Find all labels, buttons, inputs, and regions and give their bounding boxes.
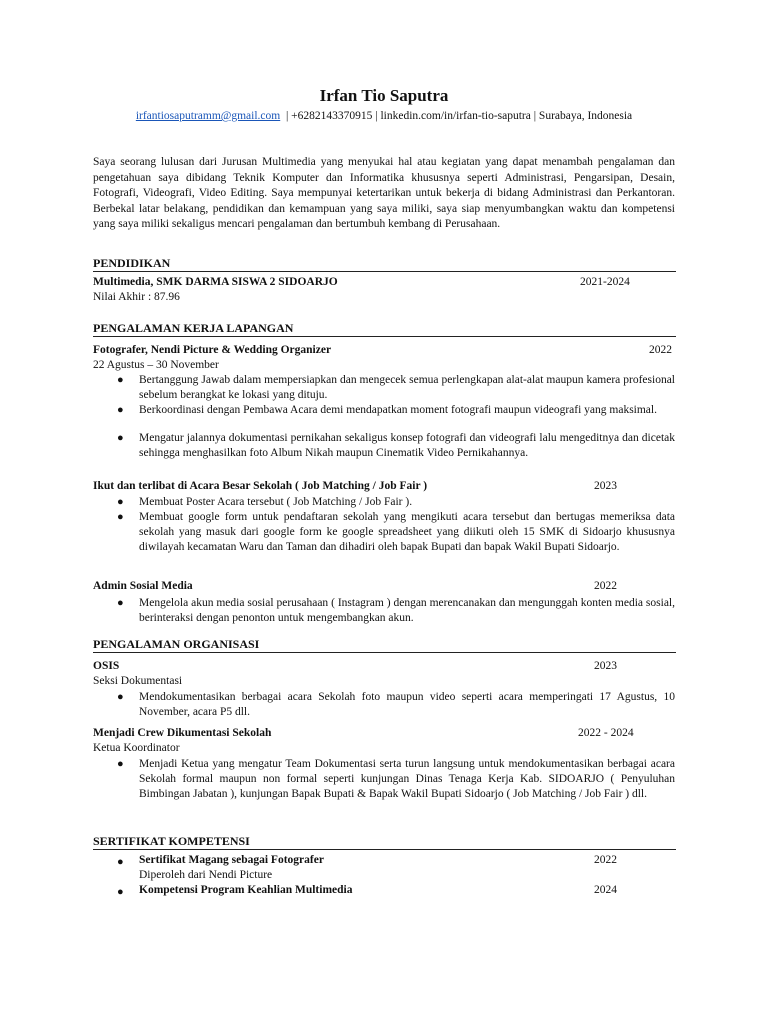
email-link[interactable]: irfantiosaputramm@gmail.com [135, 110, 281, 122]
job-role: Ikut dan terlibat di Acara Besar Sekolah ( Job Matching / Job Fair ) [93, 480, 428, 492]
job-role: Fotografer, Nendi Picture & Wedding Organizer [93, 344, 332, 356]
certificate-year: 2024 [594, 884, 617, 896]
contact-details: | +6282143370915 | linkedin.com/in/irfan-tio-saputra | Surabaya, Indonesia [285, 110, 633, 122]
bullet-icon: ● [117, 374, 124, 386]
job-bullet: Membuat google form untuk pendaftaran sekolah yang mengikuti acara tersebut dan bertugas memeriksa data sekolah yang masuk dari google form ke google spreadsheet yang diikuti oleh 15 SMK di Sidoarjo khususnya diwilayah kecamatan Waru dan Taman dan dihadiri oleh bapak Bupati dan bapak Wakil Bupati Sidoarjo. [139, 511, 675, 553]
job-year: 2022 [594, 580, 617, 592]
job-bullet: Mengelola akun media sosial perusahaan ( Instagram ) dengan merencanakan dan mengunggah konten media sosial, berinteraksi dengan penonton untuk mengembangkan akun. [139, 597, 675, 624]
bullet-icon: ● [117, 404, 124, 416]
org-name: OSIS [93, 660, 120, 672]
section-divider [93, 652, 676, 653]
certificate-year: 2022 [594, 854, 617, 866]
org-year: 2023 [594, 660, 617, 672]
org-name: Menjadi Crew Dikumentasi Sekolah [93, 727, 272, 739]
certificate-name: Kompetensi Program Keahlian Multimedia [139, 884, 353, 896]
section-divider [93, 271, 676, 272]
bullet-icon: ● [117, 496, 124, 508]
job-year: 2022 [649, 344, 672, 356]
section-title-organisasi: PENGALAMAN ORGANISASI [93, 637, 260, 651]
bullet-icon: ● [117, 758, 124, 770]
job-bullet: Membuat Poster Acara tersebut ( Job Matching / Job Fair ). [139, 496, 413, 508]
bullet-icon: ● [117, 432, 124, 444]
org-year: 2022 - 2024 [578, 727, 634, 739]
section-title-pkl: PENGALAMAN KERJA LAPANGAN [93, 321, 294, 335]
bullet-icon: ● [117, 691, 124, 703]
job-bullet: Mengatur jalannya dokumentasi pernikahan sekaligus konsep fotografi dan videografi lalu mengeditnya dan dicetak sehingga menghasilkan foto Album Nikah maupun Cinematik Video Pernikahannya. [139, 432, 675, 459]
education-grade: Nilai Akhir : 87.96 [93, 291, 180, 303]
bullet-icon: ● [117, 511, 124, 523]
job-dates: 22 Agustus – 30 November [93, 359, 219, 371]
bullet-icon: ● [117, 597, 124, 609]
bullet-icon: ● [117, 886, 124, 898]
certificate-name: Sertifikat Magang sebagai Fotografer [139, 854, 324, 866]
education-school: Multimedia, SMK DARMA SISWA 2 SIDOARJO [93, 276, 338, 288]
profile-summary: Saya seorang lulusan dari Jurusan Multimedia yang menyukai hal atau kegiatan yang dapat menambah pengalaman dan pengetahuan saya dibidang Teknik Komputer dan Informatika khususnya seperti Administrasi, Pengarsipan, Desain, Fotografi, Videografi, Video Editing. Saya mempunyai ketertarikan untuk bekerja di bidang Administrasi dan Perkantoran. Berbekal latar belakang, pendidikan dan kemampuan yang saya miliki, saya siap menyumbangkan waktu dan kompetensi yang saya miliki sekaligus mencari pengalaman dan bertumbuh kembang di Perusahaan. [93, 156, 675, 230]
education-years: 2021-2024 [580, 276, 630, 288]
section-title-pendidikan: PENDIDIKAN [93, 256, 171, 270]
org-role: Seksi Dokumentasi [93, 675, 183, 687]
org-role: Ketua Koordinator [93, 742, 180, 754]
job-role: Admin Sosial Media [93, 580, 193, 592]
certificate-source: Diperoleh dari Nendi Picture [139, 869, 273, 881]
job-bullet: Berkoordinasi dengan Pembawa Acara demi mendapatkan moment fotografi maupun videografi yang maksimal. [139, 404, 657, 416]
section-divider [93, 849, 676, 850]
job-year: 2023 [594, 480, 617, 492]
section-divider [93, 336, 676, 337]
org-bullet: Menjadi Ketua yang mengatur Team Dokumentasi serta turun langsung untuk mendokumentasikan berbagai acara Sekolah formal maupun non formal seperti kunjungan Dinas Tenaga Kerja Kab. SIDOARJO ( Penyuluhan Bimbingan Jabatan ), kunjungan Bapak Bupati & Bapak Wakil Bupati Sidoarjo ( Job Matching / Job Fair ) dll. [139, 758, 675, 800]
org-bullet: Mendokumentasikan berbagai acara Sekolah foto maupun video seperti acara memperingati 17 Agustus, 10 November, acara P5 dll. [139, 691, 675, 718]
section-title-sertifikat: SERTIFIKAT KOMPETENSI [93, 834, 250, 848]
contact-line [0, 110, 768, 122]
bullet-icon: ● [117, 856, 124, 868]
candidate-name: Irfan Tio Saputra [319, 86, 449, 105]
job-bullet: Bertanggung Jawab dalam mempersiapkan dan mengecek semua perlengkapan alat-alat maupun kamera profesional sebelum berangkat ke lokasi yang dituju. [139, 374, 675, 401]
